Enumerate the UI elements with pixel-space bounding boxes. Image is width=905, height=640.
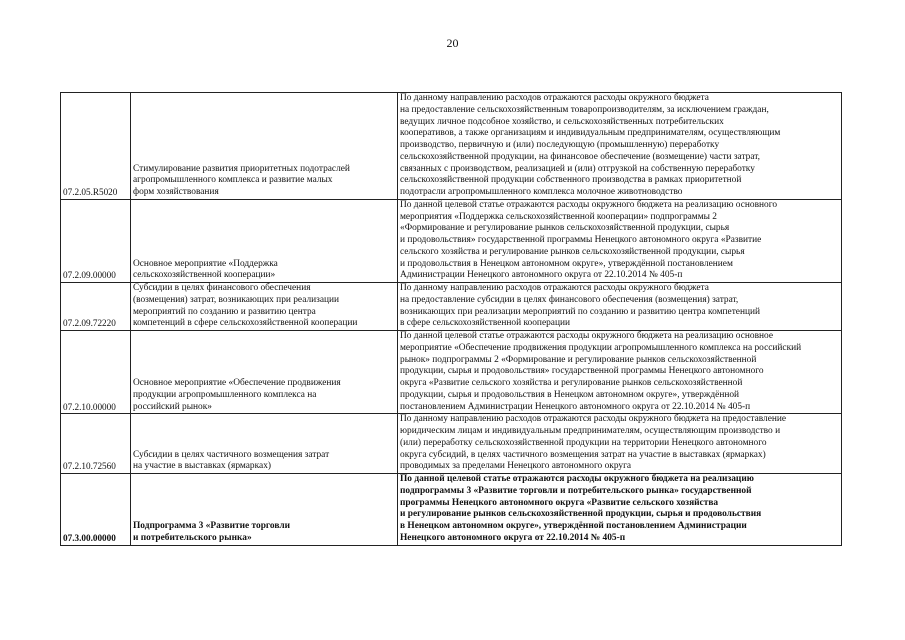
target-article-name xyxy=(131,93,398,200)
description-line: сельского хозяйства и регулирование рынков сельскохозяйственной продукции, сырья xyxy=(400,246,745,257)
target-article-name xyxy=(131,414,398,474)
table-body xyxy=(61,93,842,546)
description-line: По данному направлению расходов отражаются расходы окружного бюджета на предоставление xyxy=(400,414,787,425)
description-line: юридическим лицам и индивидуальным предпринимателям, осуществляющим производство и xyxy=(400,426,781,436)
description-line: кооперативов, а также организациям и индивидуальным предпринимателям, осуществляющим xyxy=(400,128,781,139)
description-line: По данному направлению расходов отражаются расходы окружного бюджета xyxy=(400,283,709,293)
table-row xyxy=(61,331,842,414)
table-row xyxy=(61,283,842,331)
description-line: «Формирование и регулирование рынков сельскохозяйственной продукции, сырья xyxy=(400,223,730,234)
description-line: По данной целевой статье отражаются расходы окружного бюджета на реализацию xyxy=(400,474,754,484)
target-article-description xyxy=(398,331,842,414)
description-line: Ненецкого автономного округа от 22.10.2014 № 405-п xyxy=(400,532,626,543)
name-line: агропромышленного комплекса и развитие малых xyxy=(133,175,333,186)
name-line: Субсидии в целях финансового обеспечения xyxy=(133,283,311,293)
description-line: ведущих личное подсобное хозяйство, и сельскохозяйственных потребительских xyxy=(400,116,724,127)
name-line: мероприятий по созданию и развитию центра xyxy=(133,306,316,317)
name-line: Основное мероприятие «Поддержка xyxy=(133,258,278,269)
name-line: сельскохозяйственной кооперации» xyxy=(133,270,276,281)
target-article-name xyxy=(131,474,398,546)
target-article-description xyxy=(398,199,842,282)
name-line: Подпрограмма 3 «Развитие торговли xyxy=(133,521,290,531)
description-line: По данной целевой статье отражаются расходы окружного бюджета на реализацию основного xyxy=(400,199,778,210)
name-line: форм хозяйствования xyxy=(133,187,219,197)
description-line: сельскохозяйственной продукции собственного производства в рамках приоритетной xyxy=(400,175,742,186)
page-number: 20 xyxy=(446,36,459,50)
target-article-code: 07.2.09.00000 xyxy=(61,199,131,282)
table-row xyxy=(61,199,842,282)
description-line: Администрации Ненецкого автономного округа от 22.10.2014 № 405-п xyxy=(400,270,683,281)
description-line: в Ненецком автономном округе», утверждённой постановлением Администрации xyxy=(400,521,747,531)
description-line: подотрасли агропромышленного комплекса молочное животноводство xyxy=(400,187,683,197)
description-line: (или) переработку сельскохозяйственной продукции на территории Ненецкого автономного xyxy=(400,437,767,448)
description-line: на предоставление сельскохозяйственным товаропроизводителям, за исключением граждан, xyxy=(400,104,769,115)
target-article-description xyxy=(398,93,842,200)
target-article-name xyxy=(131,331,398,414)
description-line: и продовольствия» государственной программы Ненецкого автономного округа «Развитие xyxy=(400,235,762,245)
description-line: в сфере сельскохозяйственной кооперации xyxy=(400,318,571,329)
name-line: Субсидии в целях частичного возмещения затрат xyxy=(133,449,330,460)
table-row xyxy=(61,474,842,546)
description-line: мероприятие «Обеспечение продвижения продукции агропромышленного комплекса на российский xyxy=(400,342,802,353)
description-line: производство, первичную и (или) последующую (промышленную) переработку xyxy=(400,140,720,150)
budget-classification-table xyxy=(60,92,842,546)
description-line: постановлением Администрации Ненецкого автономного округа от 22.10.2014 № 405-п xyxy=(400,401,751,412)
description-line: мероприятия «Поддержка сельскохозяйственной кооперации» подпрограммы 2 xyxy=(400,211,717,222)
name-line: продукции агропромышленного комплекса на xyxy=(133,389,317,400)
name-line: Основное мероприятие «Обеспечение продвижения xyxy=(133,378,341,388)
name-line: и потребительского рынка» xyxy=(133,532,252,543)
target-article-name xyxy=(131,283,398,331)
name-line: на участие в выставках (ярмарках) xyxy=(133,461,272,472)
description-line: рынок» подпрограммы 2 «Формирование и регулирование рынков сельскохозяйственной xyxy=(400,354,757,365)
description-line: проводимых за пределами Ненецкого автономного округа xyxy=(400,461,632,472)
name-line: Стимулирование развития приоритетных подотраслей xyxy=(133,163,350,174)
target-article-code: 07.2.10.00000 xyxy=(61,331,131,414)
description-line: округа «Развитие сельского хозяйства и регулирование рынков сельскохозяйственной xyxy=(400,378,743,388)
name-line: (возмещения) затрат, возникающих при реализации xyxy=(133,294,340,305)
description-line: продукции, сырья и продовольствия» государственной программы Ненецкого автономного xyxy=(400,366,764,377)
target-article-description xyxy=(398,414,842,474)
table-row xyxy=(61,414,842,474)
description-line: и продовольствия в Ненецком автономном округе», утверждённой постановлением xyxy=(400,258,733,269)
description-line: сельскохозяйственной продукции, на финансовое обеспечение (возмещение) части затрат, xyxy=(400,151,760,162)
description-line: и регулирование рынков сельскохозяйственной продукции, сырья и продовольствия xyxy=(400,509,762,520)
target-article-code: 07.3.00.00000 xyxy=(61,474,131,546)
description-line: на предоставление субсидии в целях финансового обеспечения (возмещения) затрат, xyxy=(400,294,739,305)
description-line: По данной целевой статье отражаются расходы окружного бюджета на реализацию основное xyxy=(400,331,773,341)
name-line: компетенций в сфере сельскохозяйственной кооперации xyxy=(133,318,358,329)
description-line: продукции, сырья и продовольствия в Ненецком автономном округе», утверждённой xyxy=(400,389,740,400)
target-article-code: 07.2.09.72220 xyxy=(61,283,131,331)
target-article-name xyxy=(131,199,398,282)
target-article-code: 07.2.10.72560 xyxy=(61,414,131,474)
target-article-code: 07.2.05.R5020 xyxy=(61,93,131,200)
target-article-description xyxy=(398,283,842,331)
description-line: программы Ненецкого автономного округа «Развитие сельского хозяйства xyxy=(400,497,719,508)
description-line: связанных с производством, реализацией и (или) отгрузкой на собственную переработку xyxy=(400,163,755,174)
description-line: округа субсидий, в целях частичного возмещения затрат на участие в выставках (ярмарках) xyxy=(400,449,766,460)
table-row xyxy=(61,93,842,200)
target-article-description xyxy=(398,474,842,546)
description-line: подпрограммы 3 «Развитие торговли и потребительского рынка» государственной xyxy=(400,485,752,496)
description-line: По данному направлению расходов отражаются расходы окружного бюджета xyxy=(400,93,709,103)
name-line: российский рынок» xyxy=(133,401,212,412)
description-line: возникающих при реализации мероприятий по созданию и развитию центра компетенций xyxy=(400,306,761,317)
